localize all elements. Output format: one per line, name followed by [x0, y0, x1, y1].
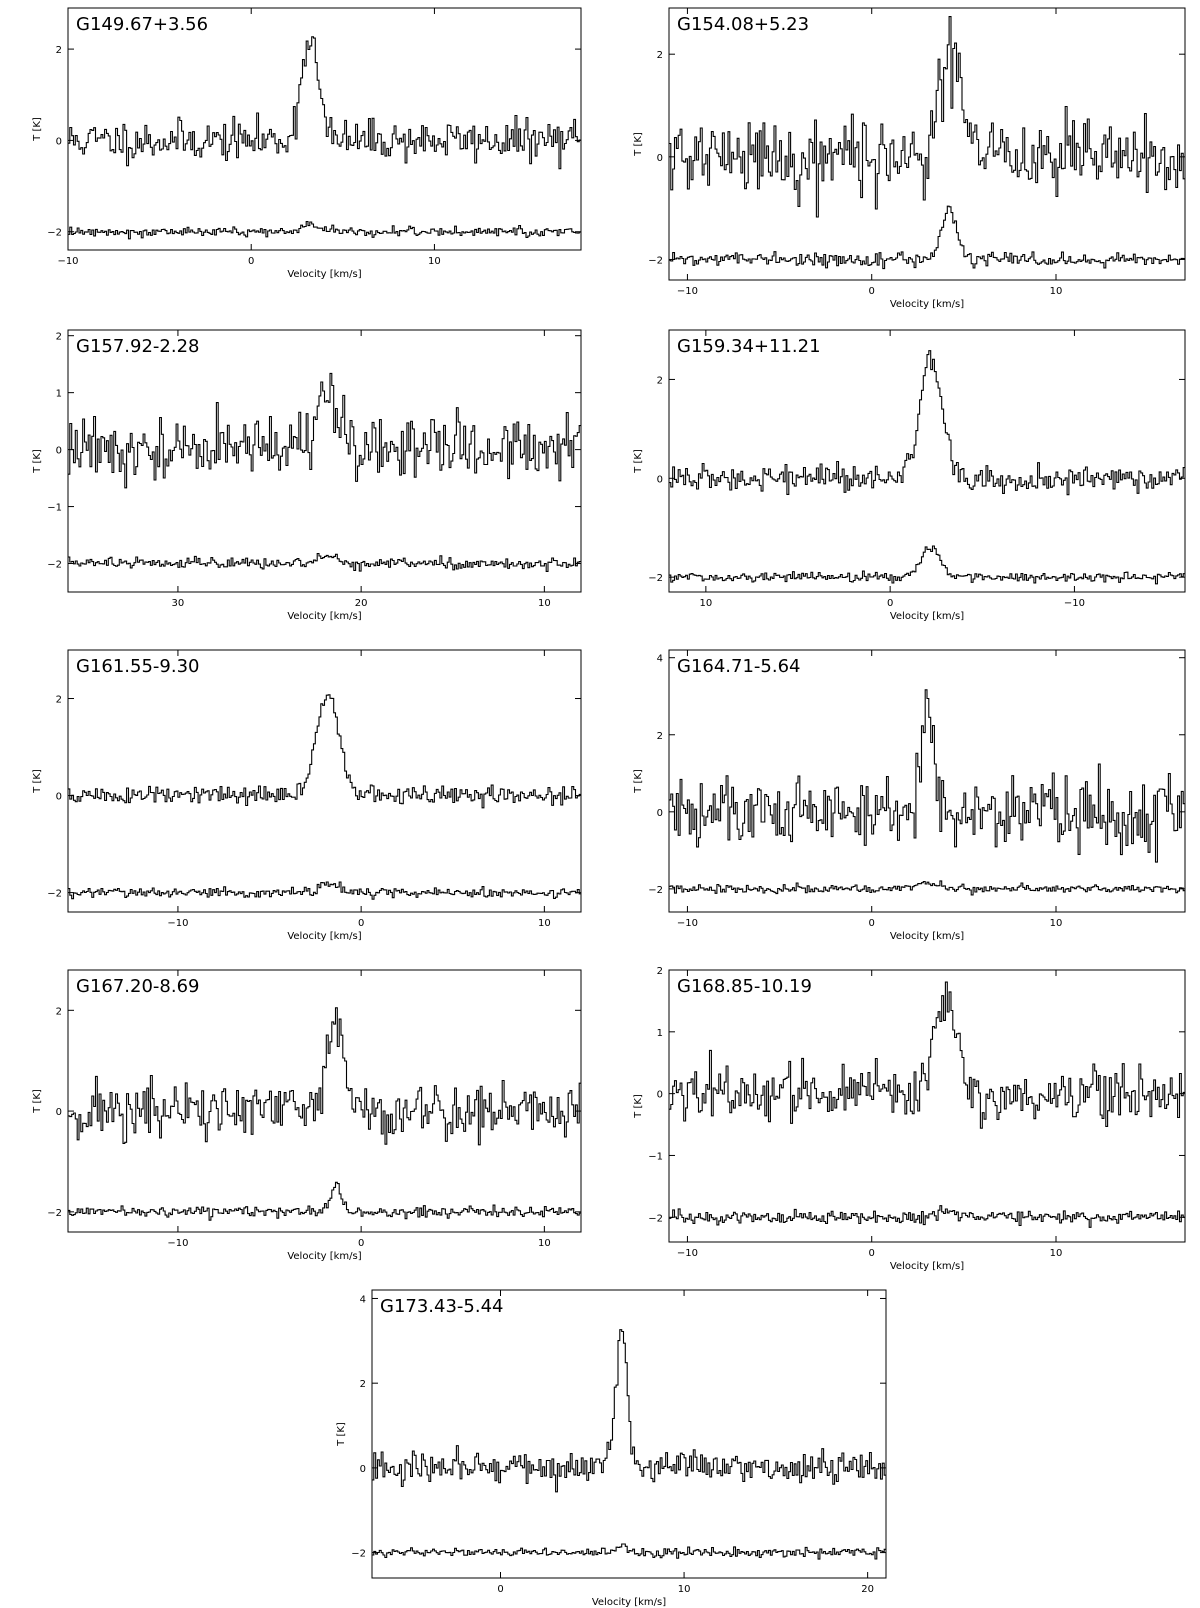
- plot-frame: [372, 1290, 886, 1578]
- y-tick-label: 2: [55, 694, 62, 706]
- x-tick-label: −10: [676, 286, 698, 297]
- x-tick-label: 10: [428, 256, 441, 267]
- spectrum-line: [68, 695, 581, 808]
- spectrum-line: [68, 37, 581, 169]
- x-tick-label: 10: [537, 918, 551, 929]
- x-tick-label: 30: [171, 598, 185, 609]
- x-tick-label: 0: [497, 1584, 504, 1595]
- y-axis-label: T [K]: [633, 132, 644, 156]
- y-tick-label: −1: [648, 1151, 663, 1163]
- x-tick-label: −10: [676, 918, 698, 929]
- y-tick-label: 2: [656, 730, 663, 742]
- y-tick-label: −2: [47, 227, 62, 239]
- spectrum-line: [68, 1008, 581, 1145]
- x-tick-label: 10: [699, 598, 713, 609]
- spectrum-line: [68, 373, 581, 487]
- y-tick-label: −2: [47, 559, 62, 571]
- y-tick-label: 4: [656, 653, 663, 665]
- reference-line: [669, 206, 1185, 268]
- x-tick-label: 10: [1049, 286, 1063, 297]
- panel-title: G168.85-10.19: [677, 976, 812, 997]
- spectrum-panel: [32, 970, 581, 1262]
- spectrum-line: [669, 982, 1185, 1128]
- y-tick-label: 2: [55, 1006, 62, 1018]
- x-tick-label: 0: [868, 286, 875, 297]
- reference-line: [68, 554, 581, 572]
- x-tick-label: 10: [677, 1584, 691, 1595]
- panel-title: G154.08+5.23: [677, 14, 810, 35]
- x-axis-label: Velocity [km/s]: [889, 611, 965, 622]
- x-tick-label: 10: [1049, 1248, 1063, 1259]
- y-tick-label: 2: [55, 45, 62, 57]
- y-tick-label: −2: [648, 255, 663, 267]
- spectrum-panel: [633, 966, 1185, 1272]
- x-axis-label: Velocity [km/s]: [287, 269, 362, 280]
- spectrum-panel: [336, 1290, 886, 1608]
- spectrum-panel: [32, 8, 581, 280]
- panel-title: G149.67+3.56: [76, 14, 209, 35]
- x-tick-label: 20: [861, 1584, 875, 1595]
- y-tick-label: −2: [648, 573, 663, 585]
- y-tick-label: −1: [47, 502, 62, 514]
- x-tick-label: 0: [868, 1248, 875, 1259]
- spectrum-line: [372, 1330, 886, 1492]
- panel-title: G164.71-5.64: [677, 656, 801, 677]
- x-tick-label: 0: [248, 256, 255, 267]
- panel-title: G173.43-5.44: [380, 1296, 504, 1317]
- x-tick-label: −10: [57, 256, 79, 267]
- y-tick-label: −2: [47, 888, 62, 900]
- y-tick-label: 0: [656, 474, 663, 486]
- spectrum-line: [669, 17, 1185, 217]
- reference-line: [669, 1206, 1185, 1228]
- y-tick-label: 2: [656, 375, 663, 387]
- spectrum-panel: [32, 650, 581, 942]
- y-axis-label: T [K]: [32, 769, 43, 793]
- y-tick-label: −2: [47, 1207, 62, 1219]
- x-tick-label: −10: [676, 1248, 698, 1259]
- x-tick-label: 0: [886, 598, 894, 609]
- x-tick-label: −10: [167, 1238, 189, 1249]
- x-axis-label: Velocity [km/s]: [287, 611, 362, 622]
- y-tick-label: −2: [351, 1548, 366, 1560]
- y-tick-label: 1: [656, 1027, 663, 1039]
- x-tick-label: 10: [537, 598, 551, 609]
- reference-line: [669, 881, 1185, 895]
- y-axis-label: T [K]: [633, 1094, 644, 1118]
- y-tick-label: 0: [55, 791, 62, 803]
- spectrum-panel: [32, 330, 581, 622]
- spectrum-panel: [633, 330, 1185, 622]
- x-axis-label: Velocity [km/s]: [287, 1251, 362, 1262]
- x-tick-label: −10: [167, 918, 189, 929]
- x-axis-label: Velocity [km/s]: [287, 931, 362, 942]
- y-tick-label: 4: [359, 1294, 366, 1306]
- spectrum-line: [669, 351, 1185, 495]
- panel-title: G159.34+11.21: [677, 336, 821, 357]
- y-tick-label: −2: [648, 1213, 663, 1225]
- x-axis-label: Velocity [km/s]: [889, 931, 965, 942]
- y-tick-label: 2: [359, 1379, 366, 1391]
- plot-frame: [68, 650, 581, 912]
- y-tick-label: 0: [55, 1107, 62, 1119]
- spectrum-panel: [633, 8, 1185, 310]
- y-axis-label: T [K]: [633, 769, 644, 793]
- panel-title: G167.20-8.69: [76, 976, 200, 997]
- x-axis-label: Velocity [km/s]: [889, 1261, 965, 1272]
- y-tick-label: 0: [55, 445, 62, 457]
- y-tick-label: 2: [656, 966, 663, 977]
- x-tick-label: 0: [357, 1238, 365, 1249]
- x-axis-label: Velocity [km/s]: [889, 299, 965, 310]
- plot-frame: [669, 970, 1185, 1242]
- y-tick-label: 0: [656, 807, 663, 819]
- panel-title: G161.55-9.30: [76, 656, 200, 677]
- x-tick-label: 20: [354, 598, 368, 609]
- reference-line: [68, 882, 581, 899]
- panel-title: G157.92-2.28: [76, 336, 200, 357]
- x-tick-label: 0: [357, 918, 365, 929]
- y-tick-label: 2: [55, 331, 62, 343]
- y-tick-label: 0: [656, 1089, 663, 1101]
- x-tick-label: 0: [868, 918, 875, 929]
- y-tick-label: 2: [656, 50, 663, 62]
- y-tick-label: 1: [55, 388, 62, 400]
- y-axis-label: T [K]: [633, 449, 644, 473]
- reference-line: [68, 1182, 581, 1220]
- plot-frame: [68, 330, 581, 592]
- x-tick-label: 10: [1049, 918, 1063, 929]
- x-tick-label: −10: [1063, 598, 1085, 609]
- reference-line: [68, 222, 581, 239]
- spectrum-line: [669, 690, 1185, 862]
- reference-line: [372, 1544, 886, 1559]
- reference-line: [669, 546, 1185, 584]
- y-axis-label: T [K]: [32, 449, 43, 473]
- y-axis-label: T [K]: [336, 1422, 347, 1446]
- spectrum-panel: [633, 650, 1185, 942]
- y-tick-label: 0: [359, 1463, 366, 1475]
- y-tick-label: 0: [55, 136, 62, 148]
- y-tick-label: −2: [648, 884, 663, 896]
- plot-frame: [669, 330, 1185, 592]
- x-axis-label: Velocity [km/s]: [591, 1597, 667, 1608]
- y-axis-label: T [K]: [32, 1089, 43, 1113]
- x-tick-label: 10: [537, 1238, 551, 1249]
- y-tick-label: 0: [656, 152, 663, 164]
- y-axis-label: T [K]: [32, 117, 43, 141]
